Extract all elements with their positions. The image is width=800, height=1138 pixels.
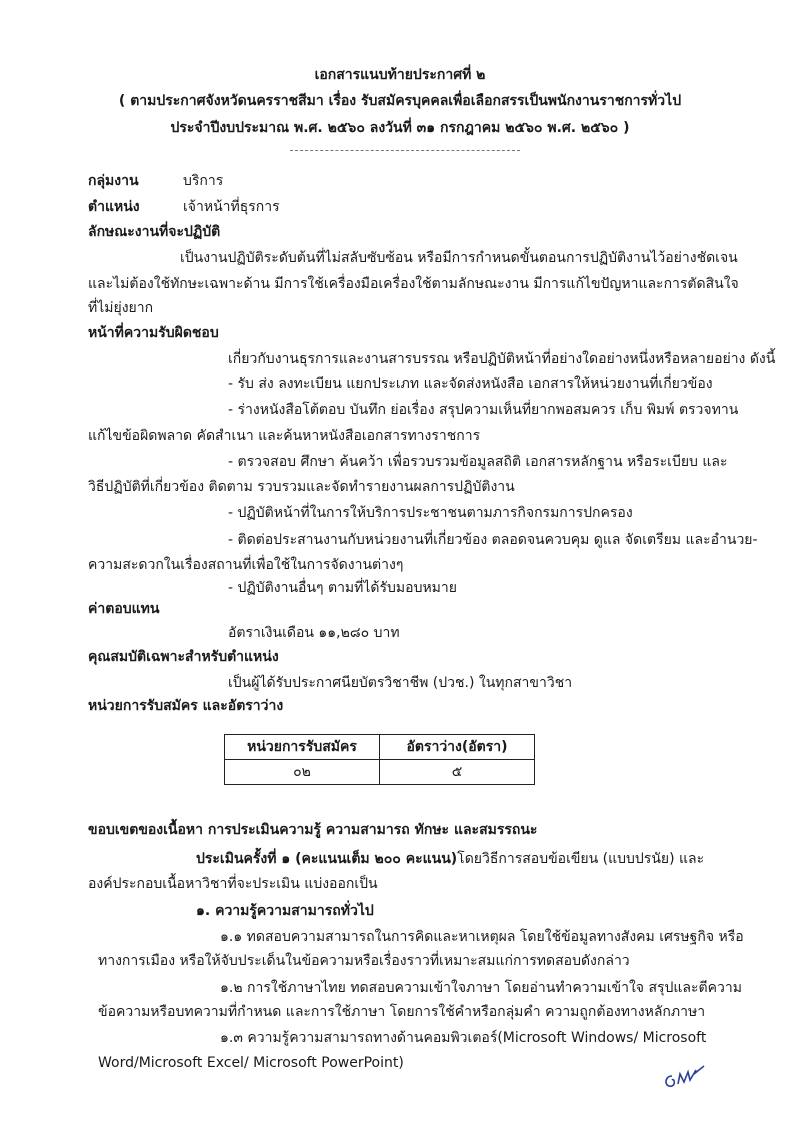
paragraph-line: - ติดต่อประสานงานกับหน่วยงานที่เกี่ยวข้อง ตลอดจนควบคุม ดูแล จัดเตรียม และอำนวย- <box>228 532 758 548</box>
paragraph-line: แก้ไขข้อผิดพลาด คัดสำเนา และค้นหาหนังสือเอกสารทางราชการ <box>88 428 481 444</box>
column-header: หน่วยการรับสมัคร <box>225 735 380 760</box>
paragraph-line: - ปฏิบัติหน้าที่ในการให้บริการประชาชนตามภารกิจกรมการปกครอง <box>228 505 633 521</box>
paragraph-line: ๑.๑ ทดสอบความสามารถในการคิดและหาเหตุผล โดยใช้ข้อมูลทางสังคม เศรษฐกิจ หรือ <box>220 929 744 945</box>
qualification-value: เป็นผู้ได้รับประกาศนียบัตรวิชาชีพ (ปวช.) ในทุกสาขาวิชา <box>228 675 573 691</box>
handwritten-initials <box>660 1062 710 1097</box>
paragraph-line: ทางการเมือง หรือให้จับประเด็นในข้อความหรือเรื่องราวที่เหมาะสมแก่การทดสอบดังกล่าว <box>98 953 630 969</box>
paragraph-line: และไม่ต้องใช้ทักษะเฉพาะด้าน มีการใช้เครื่องมือเครื่องใช้ตามลักษณะงาน มีการแก้ไขปัญหาและการตัดสินใจ <box>88 276 739 292</box>
section-heading: ลักษณะงานที่จะปฏิบัติ <box>88 224 221 240</box>
sub-heading: ๑. ความรู้ความสามารถทั่วไป <box>196 903 374 919</box>
paragraph-line: องค์ประกอบเนื้อหาวิชาที่จะประเมิน แบ่งออกเป็น <box>88 876 378 892</box>
table-header-row <box>225 735 535 760</box>
section-heading: ขอบเขตของเนื้อหา การประเมินความรู้ ความสามารถ ทักษะ และสมรรถนะ <box>88 822 538 838</box>
section-heading: หน้าที่ความรับผิดชอบ <box>88 325 219 341</box>
paragraph-line: - ร่างหนังสือโต้ตอบ บันทึก ย่อเรื่อง สรุปความเห็นที่ยากพอสมควร เก็บ พิมพ์ ตรวจทาน <box>228 402 739 418</box>
paragraph-line: เกี่ยวกับงานธุรการและงานสารบรรณ หรือปฏิบัติหน้าที่อย่างใดอย่างหนึ่งหรือหลายอย่าง ดังนี้ <box>228 351 776 367</box>
divider <box>290 150 520 151</box>
compensation-value: อัตราเงินเดือน ๑๑,๒๘๐ บาท <box>228 625 400 641</box>
paragraph-line: ข้อความหรือบทความที่กำหนด และการใช้ภาษา โดยการใช้คำหรือกลุ่มคำ ความถูกต้องทางหลักภาษา <box>98 1004 706 1020</box>
vacancy-table <box>224 734 535 785</box>
column-header: อัตราว่าง(อัตรา) <box>380 735 535 760</box>
table-cell: ๕ <box>380 760 535 785</box>
paragraph-line: ๑.๒ การใช้ภาษาไทย ทดสอบความเข้าใจภาษา โดยอ่านทำความเข้าใจ สรุปและตีความ <box>220 980 742 996</box>
paragraph-line: ๑.๓ ความรู้ความสามารถทางด้านคอมพิวเตอร์(Microsoft Windows/ Microsoft <box>220 1030 707 1046</box>
paragraph-line: ที่ไม่ยุ่งยาก <box>88 300 154 316</box>
paragraph-line: - ปฏิบัติงานอื่นๆ ตามที่ได้รับมอบหมาย <box>228 580 457 596</box>
paragraph-line: - รับ ส่ง ลงทะเบียน แยกประเภท และจัดส่งหนังสือ เอกสารให้หน่วยงานที่เกี่ยวข้อง <box>228 376 713 392</box>
document-title: เอกสารแนบท้ายประกาศที่ ๒ <box>314 67 486 83</box>
document-subtitle: ประจำปีงบประมาณ พ.ศ. ๒๕๖๐ ลงวันที่ ๓๑ กรกฎาคม ๒๕๖๐ พ.ศ. ๒๕๖๐ ) <box>170 120 630 136</box>
paragraph-line: - ตรวจสอบ ศึกษา ค้นคว้า เพื่อรวบรวมข้อมูลสถิติ เอกสารหลักฐาน หรือระเบียบ และ <box>228 454 728 470</box>
section-heading: หน่วยการรับสมัคร และอัตราว่าง <box>88 698 284 714</box>
assessment-round: ประเมินครั้งที่ ๑ (คะแนนเต็ม ๒๐๐ คะแนน) <box>196 851 458 867</box>
paragraph-line: ความสะดวกในเรื่องสถานที่เพื่อใช้ในการจัดงานต่างๆ <box>88 557 404 573</box>
paragraph-line <box>196 849 704 869</box>
document-subtitle: ( ตามประกาศจังหวัดนครราชสีมา เรื่อง รับสมัครบุคคลเพื่อเลือกสรรเป็นพนักงานราชการทั่วไป <box>118 93 682 109</box>
group-value: บริการ <box>183 173 224 189</box>
section-heading: คุณสมบัติเฉพาะสำหรับตำแหน่ง <box>88 649 279 665</box>
paragraph-line: Word/Microsoft Excel/ Microsoft PowerPoint) <box>98 1055 404 1071</box>
assessment-method: โดยวิธีการสอบข้อเขียน (แบบปรนัย) และ <box>457 851 705 867</box>
table-row <box>225 760 535 785</box>
paragraph-line: วิธีปฏิบัติที่เกี่ยวข้อง ติดตาม รวบรวมและจัดทำรายงานผลการปฏิบัติงาน <box>88 479 515 495</box>
position-label: ตำแหน่ง <box>88 199 140 215</box>
position-value: เจ้าหน้าที่ธุรการ <box>183 199 280 215</box>
paragraph-line: เป็นงานปฏิบัติระดับต้นที่ไม่สลับซับซ้อน หรือมีการกำหนดขั้นตอนการปฏิบัติงานไว้อย่างชัดเจน <box>180 250 738 266</box>
section-heading: ค่าตอบแทน <box>88 601 160 617</box>
table-cell: ๐๒ <box>225 760 380 785</box>
group-label: กลุ่มงาน <box>88 173 139 189</box>
